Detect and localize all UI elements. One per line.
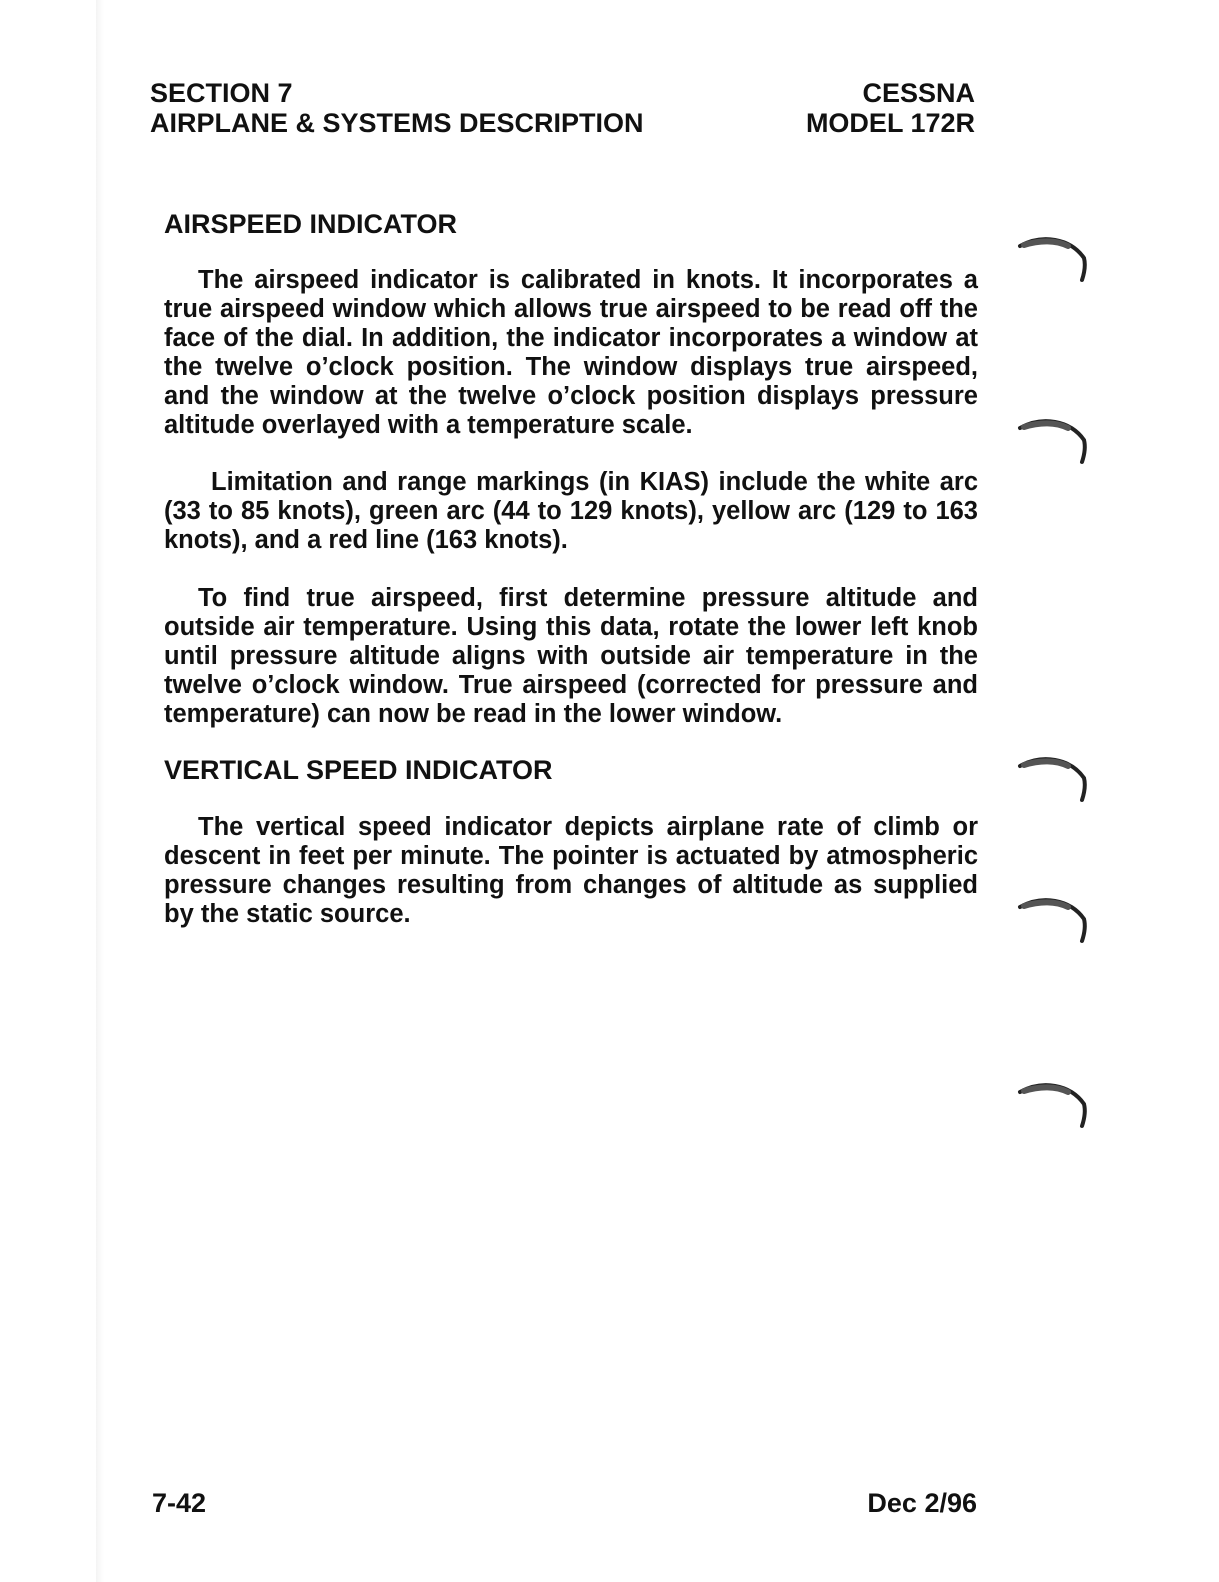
binder-hole-mark-icon <box>1012 414 1092 474</box>
page-number: 7-42 <box>152 1488 207 1518</box>
section-title: AIRPLANE & SYSTEMS DESCRIPTION <box>150 108 644 138</box>
header-left <box>150 78 644 138</box>
paragraph-airspeed-description: The airspeed indicator is calibrated in knots. It incorporates a true airspeed window which allows true airspeed to be read off the face of the dial. In addition, the indicator incorporates a window at the twelve o’clock position. The window displays true airspeed, and the window at the twelve o’clock position displays pressure altitude overlayed with a temperature scale. <box>164 266 978 439</box>
paragraph-true-airspeed-procedure: To find true airspeed, first determine pressure altitude and outside air temperature. Using this data, rotate the lower left knob until pressure altitude aligns with outside air temperature in the twelve o’clock window. True airspeed (corrected for pressure and temperature) can now be read in the lower window. <box>164 584 978 728</box>
heading-airspeed-indicator: AIRSPEED INDICATOR <box>164 209 458 239</box>
binder-hole-mark-icon <box>1012 893 1092 953</box>
binder-hole-mark-icon <box>1012 1078 1092 1138</box>
binder-hole-mark-icon <box>1012 232 1092 292</box>
section-number: SECTION 7 <box>150 78 293 108</box>
binder-hole-mark-icon <box>1012 752 1092 812</box>
paragraph-vertical-speed-description: The vertical speed indicator depicts airplane rate of climb or descent in feet per minute. The pointer is actuated by atmospheric pressure changes resulting from changes of altitude as supplied by the static source. <box>164 813 978 928</box>
model-name: MODEL 172R <box>805 108 975 138</box>
manufacturer: CESSNA <box>862 78 975 108</box>
page-edge-shadow <box>96 0 104 1582</box>
heading-vertical-speed-indicator: VERTICAL SPEED INDICATOR <box>164 755 553 785</box>
header-right <box>780 78 975 138</box>
paragraph-range-markings: Limitation and range markings (in KIAS) include the white arc (33 to 85 knots), green arc (44 to 129 knots), yellow arc (129 to 163 knots), and a red line (163 knots). <box>164 468 978 554</box>
revision-date: Dec 2/96 <box>867 1488 977 1518</box>
